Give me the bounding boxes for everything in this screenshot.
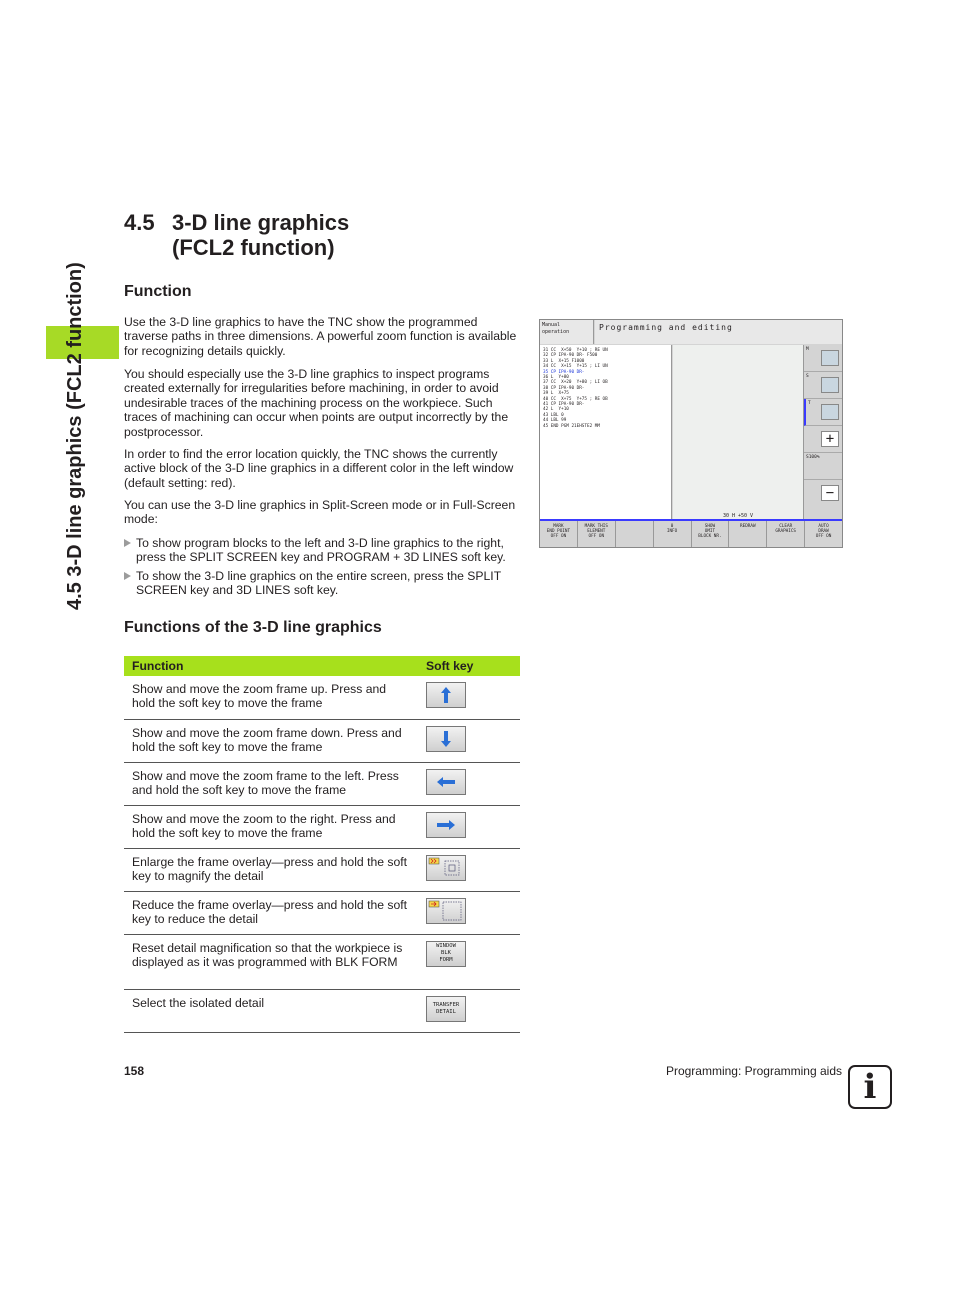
heading-line2: (FCL2 function) [172, 235, 335, 260]
tnc-screenshot [539, 319, 843, 548]
spindle-icon [821, 377, 839, 393]
program-listing [540, 345, 672, 521]
page-number: 158 [124, 1064, 145, 1078]
table-row [124, 762, 520, 805]
bullet-arrow-icon [124, 572, 131, 580]
program-line: 34 CC X+15 Y+15 ; LI UN [543, 364, 608, 370]
paragraph-1: Use the 3-D line graphics to have the TNC show the programmed traverse paths in three dimensions. A powerful zoom function is available for recognizing details quickly. [124, 315, 517, 358]
heading-line1: 3-D line graphics [172, 210, 350, 235]
table-row [124, 676, 520, 719]
arrow-left-icon [426, 769, 466, 795]
arrow-down-icon [426, 726, 466, 752]
page-heading [124, 210, 349, 260]
screen-title: Programming and editing [595, 320, 842, 344]
program-line: 39 L X+75 [543, 391, 569, 397]
vertical-softkey: M [804, 345, 842, 372]
paragraph-2: You should especially use the 3-D line graphics to inspect programs created externally for irregularities before machining, in order to avoid undesirable traces of the machining process on the workpiece. Such traces of machining can occur when points are output incorrectly by the postprocessor. [124, 367, 509, 439]
transfer-detail-softkey: TRANSFER DETAIL [426, 996, 466, 1022]
program-line: 35 CP IPA-90 DR- [543, 369, 585, 375]
column-header-softkey: Soft key [418, 656, 520, 676]
program-line: 45 END PGM 21EHSTE2 MM [543, 423, 600, 429]
table-row [124, 989, 520, 1032]
graphics-coordinate-readout: 30 H +50 V [722, 513, 754, 519]
function-text: Reset detail magnification so that the workpiece is displayed as it was programmed with BLK FORM [124, 934, 418, 989]
vertical-softkey-bar [803, 345, 842, 521]
softkey-info: 0 INFO [654, 521, 692, 547]
function-text: Show and move the zoom frame to the left. Press and hold the soft key to move the frame [124, 762, 418, 805]
softkey-mark-end-point: MARK END POINT OFF ON [540, 521, 578, 547]
program-line: 32 CP IPA-90 DR- F500 [543, 353, 598, 359]
program-line: 33 L X+15 F1000 [543, 358, 585, 364]
column-header-function: Function [124, 656, 418, 676]
function-text: Show and move the zoom frame down. Press and hold the soft key to move the frame [124, 719, 418, 762]
program-line: 31 CC X+50 Y+10 ; RE UN [543, 348, 608, 353]
softkey-redraw: REDRAW [729, 521, 767, 547]
vertical-softkey: T [804, 399, 842, 426]
program-line: 37 CC X+20 Y+80 ; LI OB [543, 380, 608, 386]
bullet-split-screen: To show program blocks to the left and 3-D line graphics to the right, press the SPLIT SCREEN key and PROGRAM + 3D LINES soft key. [124, 536, 524, 565]
minus-icon: − [821, 485, 839, 501]
arrow-right-icon [426, 812, 466, 838]
softkey-mark-element: MARK THIS ELEMENT OFF ON [578, 521, 616, 547]
program-line: 42 L Y+10 [543, 407, 569, 413]
reduce-frame-icon [426, 898, 466, 924]
table-row [124, 805, 520, 848]
table-row [124, 719, 520, 762]
function-text: Show and move the zoom to the right. Press and hold the soft key to move the frame [124, 805, 418, 848]
paragraph-4: You can use the 3-D line graphics in Split-Screen mode or in Full-Screen mode: [124, 498, 516, 527]
softkey-clear-graphics: CLEAR GRAPHICS [767, 521, 805, 547]
heading-number: 4.5 [124, 210, 155, 235]
program-line: 40 CC X+75 Y+75 ; RE OB [543, 396, 608, 402]
softkey-empty [616, 521, 654, 547]
tool-icon [821, 404, 839, 420]
table-row [124, 891, 520, 934]
function-text: Enlarge the frame overlay—press and hold the soft key to magnify the detail [124, 848, 418, 891]
program-line: 41 CP IPA-90 DR- [543, 402, 585, 408]
paragraph-3: In order to find the error location quickly, the TNC shows the currently active block of the 3-D line graphics in a different color in the left window (default setting: red). [124, 447, 514, 490]
window-blk-form-softkey: WINDOW BLK FORM [426, 941, 466, 967]
program-line: 38 CP IPA-90 DR- [543, 385, 585, 391]
program-line: 36 L Y+80 [543, 375, 569, 381]
vertical-softkey: S [804, 372, 842, 399]
bullet-arrow-icon [124, 539, 131, 547]
section-functions-title: Functions of the 3-D line graphics [124, 619, 382, 636]
softkey-show-omit: SHOW OMIT BLOCK NR. [692, 521, 730, 547]
screen-mode-label: Manual operation [540, 320, 594, 344]
functions-table [124, 656, 520, 1033]
function-text: Select the isolated detail [124, 989, 418, 1032]
table-row [124, 934, 520, 989]
horizontal-softkey-bar [540, 519, 842, 547]
line-graphics-window [673, 345, 803, 521]
vertical-softkey [804, 426, 842, 453]
function-text: Show and move the zoom frame up. Press and hold the soft key to move the frame [124, 676, 418, 719]
program-line: 44 LBL 99 [543, 418, 567, 424]
bullet-full-screen: To show the 3-D line graphics on the entire screen, press the SPLIT SCREEN key and 3D LINES soft key. [124, 569, 524, 598]
chapter-title: Programming: Programming aids [665, 1064, 842, 1078]
enlarge-frame-icon [426, 855, 466, 881]
softkey-auto-draw: AUTO DRAW OFF ON [815, 524, 832, 539]
arrow-up-icon [426, 682, 466, 708]
vertical-softkey [804, 480, 842, 507]
section-function-title: Function [124, 283, 192, 300]
vertical-softkey: S100% [804, 453, 842, 480]
plus-icon: + [821, 431, 839, 447]
info-icon: i [848, 1065, 892, 1109]
function-text: Reduce the frame overlay—press and hold the soft key to reduce the detail [124, 891, 418, 934]
table-row [124, 848, 520, 891]
program-line: 43 LBL 0 [543, 412, 564, 418]
machine-icon [821, 350, 839, 366]
